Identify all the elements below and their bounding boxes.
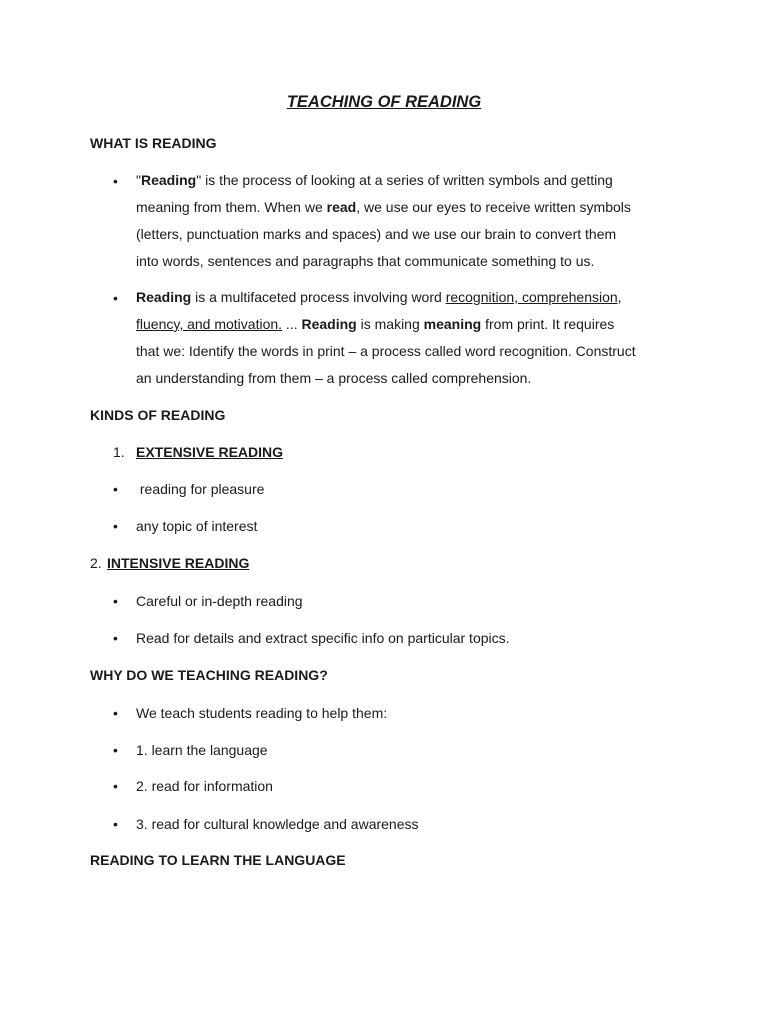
list-item: reading for pleasure <box>136 481 265 497</box>
list-item: We teach students reading to help them: <box>136 705 388 721</box>
bold-text: meaning <box>423 316 482 332</box>
extensive-reading-label: EXTENSIVE READING <box>136 444 284 460</box>
bold-text: read <box>326 199 357 215</box>
text-line: an understanding from them – a process called comprehension. <box>136 370 532 386</box>
bullet-marker: • <box>113 705 118 721</box>
text: meaning from them. When we <box>136 199 327 215</box>
list-item: 3. read for cultural knowledge and awareness <box>136 816 419 832</box>
bullet-marker: • <box>113 518 118 534</box>
text-line: that we: Identify the words in print – a process called word recognition. Construct <box>136 343 636 359</box>
list-item: any topic of interest <box>136 518 258 534</box>
list-number: 2. <box>90 555 102 571</box>
list-item: Read for details and extract specific info on particular topics. <box>136 630 510 646</box>
list-item: Careful or in-depth reading <box>136 593 303 609</box>
underlined-text: recognition, comprehension, <box>445 289 622 305</box>
list-number: 1. <box>113 444 125 460</box>
text: from print. It requires <box>481 316 615 332</box>
text: ... <box>282 316 302 332</box>
bullet-marker: • <box>113 816 118 832</box>
text: is making <box>356 316 424 332</box>
underlined-text: fluency, and motivation. <box>136 316 283 332</box>
bullet-marker: • <box>113 742 118 758</box>
paragraph-reading-process <box>136 284 696 392</box>
bullet-marker: • <box>113 290 118 306</box>
bold-text: Reading <box>301 316 357 332</box>
text-line: into words, sentences and paragraphs that communicate something to us. <box>136 253 595 269</box>
section-heading-why-teach-reading: WHY DO WE TEACHING READING? <box>90 667 328 683</box>
text: is a multifaceted process involving word <box>191 289 446 305</box>
text-line: (letters, punctuation marks and spaces) and we use our brain to convert them <box>136 226 617 242</box>
document-title: TEACHING OF READING <box>286 93 482 111</box>
section-heading-kinds-of-reading: KINDS OF READING <box>90 407 226 423</box>
intensive-reading-label: INTENSIVE READING <box>107 555 250 571</box>
text: " is the process of looking at a series of written symbols and getting <box>196 172 613 188</box>
list-item: 1. learn the language <box>136 742 268 758</box>
text: , we use our eyes to receive written symbols <box>356 199 631 215</box>
bullet-marker: • <box>113 481 118 497</box>
list-item: 2. read for information <box>136 778 273 794</box>
paragraph-reading-definition <box>136 167 696 275</box>
bold-text: Reading <box>140 172 197 188</box>
bold-text: Reading <box>136 289 192 305</box>
section-heading-what-is-reading: WHAT IS READING <box>90 135 217 151</box>
bullet-marker: • <box>113 593 118 609</box>
bullet-marker: • <box>113 173 118 189</box>
bullet-marker: • <box>113 778 118 794</box>
bullet-marker: • <box>113 630 118 646</box>
text: " <box>136 172 141 188</box>
section-heading-reading-to-learn: READING TO LEARN THE LANGUAGE <box>90 852 346 868</box>
